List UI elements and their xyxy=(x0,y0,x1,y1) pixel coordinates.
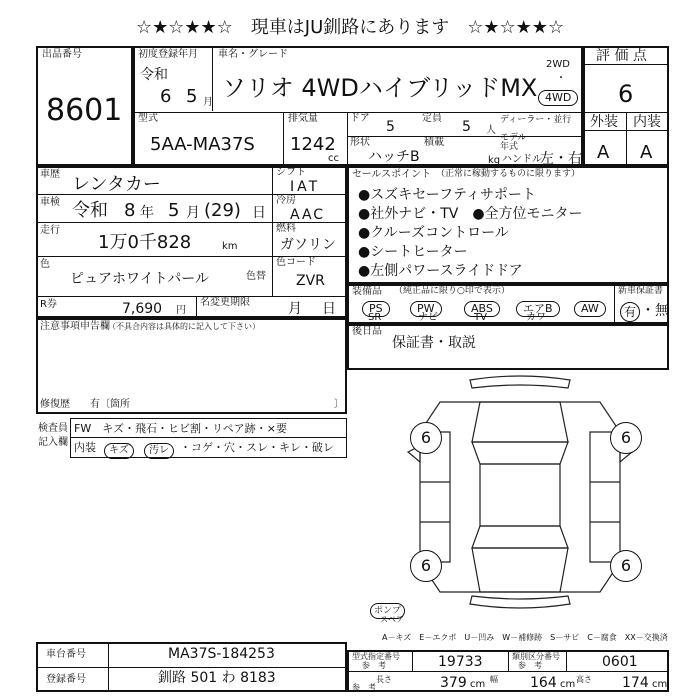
int-label: 内装 xyxy=(633,114,661,130)
inspect-label: 車検 xyxy=(40,197,60,208)
model-year-label: モデル年式 xyxy=(500,133,527,152)
sales-label: セールスポイント xyxy=(352,169,432,180)
width-unit: cm xyxy=(560,679,576,690)
mileage-value: 1万0千828 xyxy=(98,232,192,253)
equip-airbag: エアB xyxy=(516,301,560,317)
score-value: 6 xyxy=(618,80,634,108)
equip-label: 装備品 xyxy=(352,286,382,297)
inspect-year: 8 xyxy=(124,200,136,221)
equip-note: （純正品に限り○印で表示） xyxy=(394,286,510,296)
equip-navi: ナビ xyxy=(418,312,438,323)
width-label: 幅 xyxy=(490,675,498,684)
reg-year: 6 xyxy=(160,86,172,107)
height-value: 174 xyxy=(622,675,649,691)
tax-month: 月 xyxy=(288,301,302,317)
inspector-int-scratch: キズ xyxy=(104,443,134,459)
type-spec-sub: 参 考 xyxy=(362,661,386,670)
recolor-label: 色替 xyxy=(246,271,266,282)
reg-month: 5 xyxy=(186,86,198,107)
spare-sub: スペア xyxy=(380,615,404,624)
length-unit: cm xyxy=(470,679,486,690)
name-value: ソリオ 4WDハイブリッドMX xyxy=(222,74,538,102)
dealer-label: ディーラー・並行 xyxy=(500,115,572,125)
length-label: 長さ xyxy=(376,675,392,684)
damage-mark-front-right: 6 xyxy=(610,422,642,454)
mileage-unit: km xyxy=(222,241,238,252)
sales-item-3: ●クルーズコントロール xyxy=(358,225,509,241)
recycle-label: R券 xyxy=(40,299,57,310)
sales-item-5: ●左側パワースライドドア xyxy=(358,263,523,279)
color-code-label: 色コード xyxy=(276,257,316,268)
ext-value: A xyxy=(597,142,610,163)
equip-abs: ABS xyxy=(464,301,500,317)
after-value: 保証書・取説 xyxy=(392,335,476,351)
equip-sr: SR xyxy=(368,312,382,323)
history-value: レンタカー xyxy=(72,174,161,195)
tax-day: 日 xyxy=(322,301,336,317)
disp-unit: cc xyxy=(328,153,339,164)
repair-label: 修復歴 xyxy=(40,399,70,410)
score-label: 評 価 点 xyxy=(596,48,647,64)
length-value: 379 xyxy=(440,675,467,691)
notes-sub: （不具合内容は具体的に記入して下さい） xyxy=(108,322,260,331)
lot-label: 出品番号 xyxy=(42,49,82,60)
load-label: 積載 xyxy=(424,137,444,148)
sales-item-4: ●シートヒーター xyxy=(358,244,468,260)
repair-value: 有〔箇所 xyxy=(90,399,130,410)
notes-label: 注意事項申告欄 xyxy=(40,321,110,332)
plate-value: 釧路 501 わ 8183 xyxy=(158,670,276,686)
disp-value: 1242 xyxy=(290,134,336,155)
color-value: ピュアホワイトパール xyxy=(70,271,210,287)
width-value: 164 xyxy=(530,675,557,691)
spare-pump: ポンプ xyxy=(370,603,405,619)
handle-value: 左・右 xyxy=(540,151,582,167)
color-code-value: ZVR xyxy=(296,273,325,289)
inspect-day: (29) xyxy=(204,200,241,221)
ac-label: 冷房 xyxy=(276,195,296,206)
inspect-year-unit: 年 xyxy=(140,205,154,221)
equip-aw: AW xyxy=(574,301,606,317)
inspect-month: 5 xyxy=(168,200,180,221)
cap-label: 定員 xyxy=(422,113,442,124)
inspect-month-unit: 月 xyxy=(186,205,200,221)
disp-label: 排気量 xyxy=(288,113,318,124)
door-value: 5 xyxy=(386,119,395,135)
banner-text: ☆★☆★★☆ 現車はJU釧路にあります ☆★☆★★☆ xyxy=(135,17,565,38)
inspect-day-unit: 日 xyxy=(252,205,266,221)
warranty-no: ・無 xyxy=(641,303,669,319)
door-label: ドア xyxy=(350,113,370,124)
name-label: 車名・グレード xyxy=(218,49,288,60)
shift-label: シフト xyxy=(276,167,306,178)
sales-note: （正常に稼動するものに限ります） xyxy=(436,169,581,179)
inspector-label-1: 検査員 xyxy=(38,423,68,434)
shift-value: IAT xyxy=(290,179,321,195)
chassis-label: 車台番号 xyxy=(46,649,86,660)
warranty-yes: 有 xyxy=(620,302,640,322)
damage-mark-rear-right: 6 xyxy=(610,550,642,582)
drive-2wd: 2WD xyxy=(546,59,570,70)
shape-value: ハッチB xyxy=(368,149,420,165)
cap-value: 5 xyxy=(462,119,471,135)
drive-4wd: 4WD xyxy=(538,90,578,106)
fuel-label: 燃料 xyxy=(276,223,296,234)
equip-pw: PW xyxy=(410,301,442,317)
equip-ps: PS xyxy=(362,301,390,317)
warranty-label: 新車保証書 xyxy=(618,286,664,296)
plate-label: 登録番号 xyxy=(46,674,86,685)
tax-label: 名変更期限 xyxy=(200,297,250,308)
height-unit: cm xyxy=(652,679,668,690)
handle-label: ハンドル xyxy=(502,154,542,165)
inspector-label-2: 記入欄 xyxy=(38,437,68,448)
sales-item-2: ●社外ナビ・TV ●全方位モニター xyxy=(358,206,583,222)
chassis-value: MA37S-184253 xyxy=(168,646,275,662)
model-label: 型式 xyxy=(138,113,158,124)
top-banner xyxy=(0,18,700,37)
reg-month-unit: 月 xyxy=(203,97,213,108)
shape-label: 形状 xyxy=(350,137,370,148)
recycle-unit: 円 xyxy=(176,305,186,316)
color-label: 色 xyxy=(40,259,50,270)
length-sub: 参 考 xyxy=(352,683,376,692)
type-spec-label: 型式指定番号 xyxy=(352,652,400,661)
history-label: 車歴 xyxy=(40,169,60,180)
class-label: 類別区分番号 xyxy=(512,652,560,661)
int-value: A xyxy=(640,142,653,163)
car-damage-diagram xyxy=(400,372,640,622)
drive-dot: ・ xyxy=(556,73,566,84)
inspector-fw: FW キズ・飛石・ヒビ割・リペア跡・×要 xyxy=(74,422,287,435)
equip-tv: TV xyxy=(474,312,487,323)
reg-label: 初度登録年月 xyxy=(138,49,198,60)
ext-label: 外装 xyxy=(590,114,618,130)
ac-value: AAC xyxy=(290,207,326,223)
reg-era: 令和 xyxy=(140,67,168,83)
mileage-label: 走行 xyxy=(40,225,60,236)
height-label: 高さ xyxy=(576,675,592,684)
inspect-era: 令和 xyxy=(72,200,108,221)
after-label: 後日品 xyxy=(352,326,382,337)
fuel-value: ガソリン xyxy=(280,237,336,253)
inspector-int-stain: 汚レ xyxy=(144,443,174,459)
class-value: 0601 xyxy=(602,654,638,670)
cap-unit: 人 xyxy=(486,125,496,136)
inspector-int-label: 内装 xyxy=(74,441,96,454)
damage-mark-rear-left: 6 xyxy=(410,550,442,582)
equip-leather: カワ xyxy=(526,312,546,323)
repair-close: 〕 xyxy=(334,399,344,410)
type-spec-value: 19733 xyxy=(438,654,483,670)
load-unit: kg xyxy=(488,155,501,166)
damage-legend: A－キズ E－エクボ U－凹み W－補修跡 S－サビ C－腐食 XX－交換済 xyxy=(382,633,668,642)
drive-4wd-circled xyxy=(538,86,578,106)
lot-number: 8601 xyxy=(46,93,123,128)
model-value: 5AA-MA37S xyxy=(150,134,255,155)
sales-item-1: ●スズキセーフティサポート xyxy=(358,187,536,203)
notes-box xyxy=(36,318,347,414)
inspector-int-rest: ・コゲ・穴・スレ・キレ・破レ xyxy=(180,441,334,454)
damage-mark-front-left: 6 xyxy=(410,422,442,454)
recycle-value: 7,690 xyxy=(122,301,163,317)
class-sub: 参 考 xyxy=(518,661,542,670)
